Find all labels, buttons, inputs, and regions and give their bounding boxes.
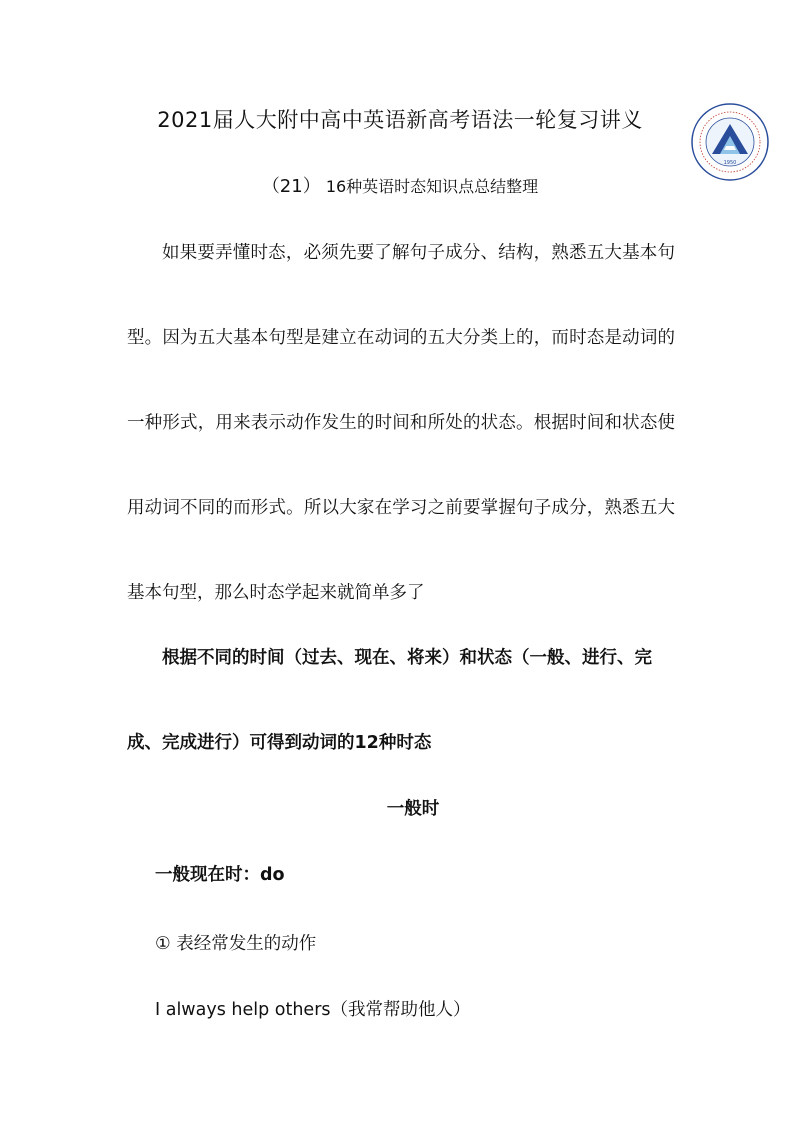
school-logo: [690, 102, 770, 182]
document-title: 2021届人大附中高中英语新高考语法一轮复习讲义: [157, 108, 643, 132]
section-heading: 一般时: [386, 799, 440, 819]
tense-overview-paragraph: 根据不同的时间（过去、现在、将来）和状态（一般、进行、完成、完成进行）可得到动词的12种时态: [127, 648, 652, 753]
document-subtitle: [0, 172, 800, 198]
subtitle-text: 16种英语时态知识点总结整理: [325, 177, 539, 196]
point-item: ① 表经常发生的动作: [155, 934, 317, 954]
subtitle-number: （21）: [261, 176, 321, 197]
example-sentence: I always help others（我常帮助他人）: [155, 1000, 471, 1020]
intro-paragraph: 如果要弄懂时态，必须先要了解句子成分、结构，熟悉五大基本句型。因为五大基本句型是建立在动词的五大分类上的，而时态是动词的一种形式，用来表示动作发生的时间和所处的状态。根据时间和状态使用动词不同的而形式。所以大家在学习之前要掌握句子成分，熟悉五大基本句型，那么时态学起来就简单多了: [127, 243, 675, 603]
svg-text:1950: 1950: [723, 160, 737, 166]
subsection-heading: 一般现在时：do: [155, 865, 285, 885]
